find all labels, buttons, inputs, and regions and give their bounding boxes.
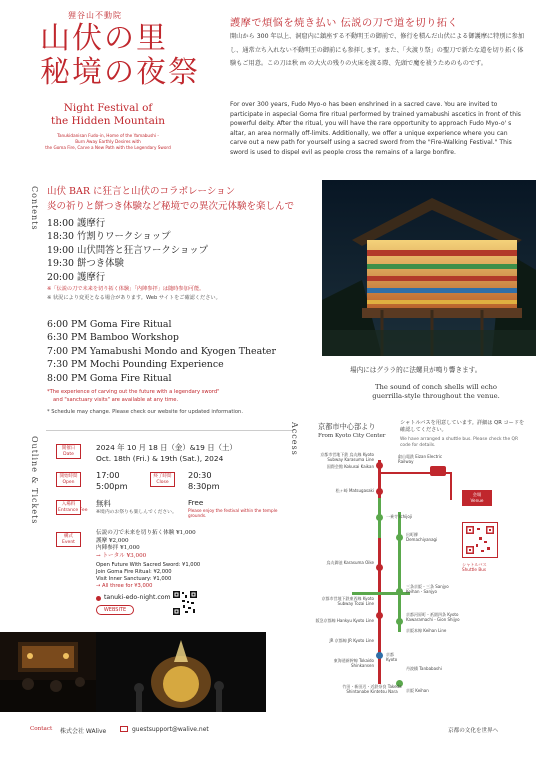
station-label: 出町柳 Demachiyanagi xyxy=(406,532,438,542)
close-time-en: 8:30pm xyxy=(188,481,220,491)
station-label: 一乗寺 Ichijoji xyxy=(386,514,413,519)
station-label: 国際会館 Kokusai Kaikan xyxy=(326,464,374,469)
ticket-item: Join Goma Fire Ritual: ¥2,000 xyxy=(96,569,172,575)
station-label: 松ヶ崎 Matsugasaki xyxy=(335,488,374,493)
ticket-item: 護摩 ¥2,000 xyxy=(96,537,129,544)
schedule-item: 19:00 山伏問答と狂言ワークショップ xyxy=(47,244,209,256)
website-button[interactable]: WEBSITE xyxy=(96,605,134,615)
station-label: 竹田・新田辺・近鉄奈良 Takeda Shintanabe Kintetsu Nara xyxy=(342,684,402,694)
station-dot xyxy=(376,612,383,619)
open-time-en: 5:00pm xyxy=(96,481,128,491)
tickets-jp xyxy=(96,530,196,560)
station-dot xyxy=(376,488,383,495)
contents-lead-1: 山伏 BAR に狂言と山伏のコラボレーション xyxy=(47,186,236,197)
schedule-item: 18:00 護摩行 xyxy=(47,218,106,229)
station-dot xyxy=(396,534,403,541)
footer-tagline: 京都の文化を世界へ xyxy=(448,728,499,734)
station-dot xyxy=(376,652,383,659)
ticket-label: 構式 Event xyxy=(56,532,81,547)
access-from-en: From Kyoto City Center xyxy=(318,433,386,439)
station-label: JR 京都線 JR Kyoto Line xyxy=(329,638,374,643)
ritual-photo-left xyxy=(0,632,96,712)
en-note-1b: and "sanctuary visits" are available at any time. xyxy=(53,397,179,403)
access-from-jp: 京都市中心部より xyxy=(318,422,376,431)
station-label: 京阪 Keihan xyxy=(406,688,429,693)
bus-icon xyxy=(430,466,446,476)
schedule-item: 6:00 PM Goma Fire Ritual xyxy=(47,319,172,330)
shuttle-info-jp: シャトルバスを用意しています。詳細は QR コードを確認してください。 xyxy=(400,420,525,433)
station-label: 京阪本線 Keihan Line xyxy=(406,628,447,633)
schedule-item: 8:00 PM Goma Fire Ritual xyxy=(47,372,172,384)
outline-side-label: Outline & Tickets xyxy=(30,436,39,525)
venue-marker: 会場 Venue xyxy=(462,490,492,506)
schedule-item: 7:30 PM Mochi Pounding Experience xyxy=(47,359,224,371)
access-side-label: Access xyxy=(290,422,299,456)
footer-contact-label: Contact xyxy=(30,726,53,732)
temple-subtitle: 狸谷山不動院 xyxy=(68,11,122,20)
website-qr-code[interactable] xyxy=(172,590,198,616)
station-label: 京都河原町・祇園四条 Kyoto Kawaramachi・Gion Shijyo xyxy=(406,612,460,622)
station-label: 京都 Kyoto xyxy=(386,652,398,662)
station-dot xyxy=(396,618,403,625)
english-title-line1: Night Festival of xyxy=(63,102,153,114)
ticket-item: → トータル ¥3,000 xyxy=(96,552,147,559)
photo-caption-en-2: guerrilla-style throughout the venue. xyxy=(372,392,500,400)
ticket-item: Open Future With Sacred Sword: ¥1,000 xyxy=(96,562,201,568)
footer-company: 株式会社 WAlive xyxy=(60,728,107,735)
contents-side-label: Contents xyxy=(30,186,39,231)
schedule-item: 19:30 餅つき体験 xyxy=(47,258,124,270)
photo-caption-jp: 場内にはグララ的に法螺貝が鳴り響きます。 xyxy=(350,366,482,374)
shuttle-bus-label: シャトルバス Shuttle Bus xyxy=(462,562,487,573)
fee-en-note: Please enjoy the festival within the temple grounds. xyxy=(188,508,278,519)
tickets-en xyxy=(96,562,200,590)
website-url[interactable]: tanuki-edo-night.com xyxy=(104,594,171,601)
station-label: 三条京阪・三条 Sanjyo Keihan・Sanjyo xyxy=(406,584,449,594)
fee-jp: 無料 xyxy=(96,499,111,508)
intro-heading: 護摩で煩悩を焼き払い 伝説の刀で道を切り拓く xyxy=(230,18,459,29)
ticket-item: 伝説の刀で未来を切り拓く体験 ¥1,000 xyxy=(96,530,196,536)
main-title-line2: 秘境の夜祭 xyxy=(40,55,200,90)
main-title-line1: 山伏の里 xyxy=(40,21,168,56)
shuttle-qr-code[interactable] xyxy=(462,522,498,558)
close-time: 20:30 xyxy=(188,470,212,480)
english-title-line2: the Hidden Mountain xyxy=(50,115,165,127)
station-label: 京都市営地下鉄 烏丸線 Kyoto Subway Karasuma Line xyxy=(320,452,374,462)
outline-divider xyxy=(46,430,294,431)
station-label: 烏丸御池 Karasuma Oike xyxy=(326,560,374,565)
jp-note-2: ※ 状況により変更となる場合があります。Web サイトをご確認ください。 xyxy=(47,295,221,301)
goma-fire-photo xyxy=(96,632,266,712)
station-dot xyxy=(376,564,383,571)
fee-label: 入場料 Entrance Fee xyxy=(56,500,81,515)
en-note-2: * Schedule may change. Please check our website for updated information. xyxy=(47,409,243,415)
jp-note-1: ※「伝説の刀で未来を切り拓く体験」「内陣参拝」は随時参加可能。 xyxy=(47,286,205,292)
date-label: 開催日 Date xyxy=(56,444,81,459)
open-time-label: 開始時間 Open xyxy=(56,472,81,487)
event-date-jp: 2024 年 10 月 18 日（金）&19 日（土） xyxy=(96,443,237,452)
en-schedule xyxy=(47,318,276,385)
ticket-item: → All three for ¥3,000 xyxy=(96,583,153,589)
fee-en: Free xyxy=(188,498,204,507)
station-dot xyxy=(396,588,403,595)
en-note-1: *The experience of carving out the future with a legendary sword" xyxy=(47,389,220,395)
open-time: 17:00 xyxy=(96,470,120,480)
jp-schedule xyxy=(47,217,208,284)
station-label: 東海道新幹線 Tokaido Shinkansen xyxy=(333,658,374,668)
ticket-item: 内陣参拝 ¥1,000 xyxy=(96,545,140,551)
station-dot xyxy=(376,462,383,469)
schedule-item: 6:30 PM Bamboo Workshop xyxy=(47,332,179,344)
station-dot xyxy=(376,514,383,521)
intro-english-text: For over 300 years, Fudo Myo-o has been enshrined in a sacred cave. You are invited to participate in aspecial Goma fire ritual performed by trained yamabushi ascetics in front of this powerful deity. After the ritual, you will have the rare opportunity to approach Fudo Myo-o' s altar, an area normally off-limits. Additionally, we offer a unique experience where you can carve out a new path for yourself using a sacred sword from the "Fire-Walking Festival." This sword is used to dispel evil as people cross the remains of a large bonfire. xyxy=(230,101,521,156)
temple-illustration xyxy=(322,180,536,356)
access-route-map xyxy=(312,452,526,702)
tagline-line1: Tanukidanisan Fudo-in, Home of the Yamabushi - xyxy=(57,133,159,138)
schedule-item: 20:00 護摩行 xyxy=(47,271,106,283)
event-date-en: Oct. 18th (Fri.) & 19th (Sat.), 2024 xyxy=(96,454,224,463)
schedule-item: 18:30 竹割りワークショップ xyxy=(47,231,171,243)
website-bullet-icon xyxy=(96,596,101,601)
tagline-line3: the Goma Fire, Carve a New Path with the Legendary Sword xyxy=(45,145,171,150)
intro-japanese-text: 開山から 300 年以上、洞窟内に鎮座する不動明王の御前で、修行を積んだ山伏による御護摩に特別に参加し、通常立ち入れない不動明王の御前にも参拝します。また、「火渡り祭」の聖刀で新たな道を切り拓く体験もご用意。この刀は秋 m の大火の残りの火床を渡る際、先頭で魔を祓うためのものです。 xyxy=(230,33,525,68)
station-label: 阪急京都線 Hankyu Kyoto Line xyxy=(315,618,374,623)
mail-icon xyxy=(120,726,128,732)
temple-night-photo xyxy=(322,180,536,356)
shuttle-info-en: We have arranged a shuttle bus. Please check the QR code for details. xyxy=(400,437,519,448)
tagline-line2: Burn Away Earthly Desires with xyxy=(75,139,141,144)
ticket-item: Visit Inner Sanctuary: ¥1,000 xyxy=(96,576,172,582)
station-label: 叡山電鉄 Eizan Electric Railway xyxy=(398,454,443,464)
keihan-line xyxy=(398,512,401,632)
contents-lead-2: 炎の祈りと餅つき体験など秘境での異次元体験を楽しんで xyxy=(47,201,295,212)
station-label: 丹波橋 Tanbabashi xyxy=(406,666,442,671)
photo-caption-en-1: The sound of conch shells will echo xyxy=(374,383,497,391)
schedule-item: 7:00 PM Yamabushi Mondo and Kyogen Theater xyxy=(47,345,276,357)
footer-email[interactable]: guestsupport@walive.net xyxy=(132,726,209,733)
station-label: 京都市営地下鉄東西線 Kyoto Subway Tozai Line xyxy=(321,596,374,606)
fee-jp-note: ※境内のお祭りも楽しんでください。 xyxy=(96,510,177,515)
close-time-label: 終了時間 Close xyxy=(150,472,175,487)
